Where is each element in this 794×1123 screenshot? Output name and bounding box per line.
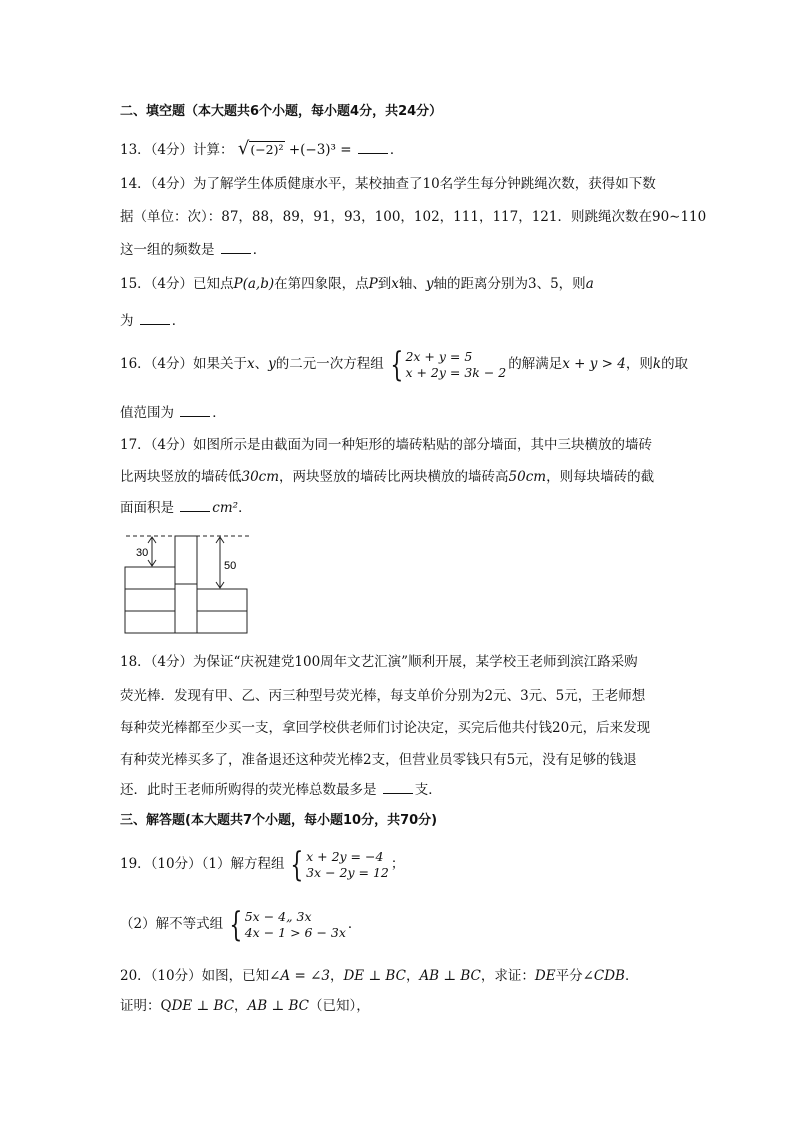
system-ineq-1: 5x − 4„ 3x: [244, 908, 312, 924]
answer-blank: [140, 312, 170, 325]
q17-text-d: 面面积是: [120, 500, 174, 516]
q20-line-2: [120, 996, 370, 1016]
q16-line-2: [120, 403, 226, 423]
vertical-tile: [175, 536, 197, 584]
q18-line-4: 有种荧光棒买多了，准备退还这种荧光棒2支，但营业员零钱只有5元，没有足够的钱退: [120, 752, 637, 768]
q15-y: y: [425, 276, 434, 292]
q20-text-f: ．: [624, 968, 639, 984]
sqrt-content: (−2)²: [250, 142, 284, 157]
q14-line-3-text: 这一组的频数是: [120, 242, 215, 258]
question-13: [120, 140, 403, 160]
equation-system: [386, 344, 507, 385]
q13-prefix: 13．（4分）计算：: [120, 142, 234, 158]
q17-end: ．: [238, 500, 252, 516]
q13-rest: +(−3)³ =: [288, 142, 352, 158]
q20-de: DE: [534, 968, 556, 984]
q20-proof-sep: ，: [234, 998, 248, 1014]
q16-tail: 的取: [661, 356, 689, 372]
q17-line-3: [120, 498, 252, 518]
equation-system: [286, 844, 389, 885]
q14-line-3: [120, 240, 266, 260]
q20-because-symbol: Q: [160, 998, 172, 1014]
q16-end: ．: [212, 405, 226, 421]
q15-text-e: 轴的距离分别为3、5，则: [433, 276, 586, 292]
q18-line-2: 荧光棒．发现有甲、乙、丙三种型号荧光棒，每支单价分别为2元、3元、5元，王老师想: [120, 688, 646, 704]
q16-cond-post: ，则: [625, 356, 653, 372]
q16-condition: x + y > 4: [562, 356, 626, 372]
q20-line-1: [120, 966, 638, 986]
sqrt-expression: [238, 140, 285, 158]
q20-cdb: ∠CDB: [582, 968, 625, 984]
horizontal-tile: [197, 589, 247, 611]
horizontal-tile: [125, 567, 175, 589]
q17-30cm: 30cm: [241, 469, 280, 485]
q15-point: P(a,b): [233, 276, 275, 292]
q16-x: x: [247, 356, 255, 372]
q16-k: k: [652, 356, 662, 372]
q20-text-a: 20．（10分）如图，已知: [120, 968, 270, 984]
system-eq-1: 2x + y = 5: [405, 348, 473, 364]
q16-sep: 、: [254, 356, 269, 372]
q15-x: x: [391, 276, 399, 292]
q20-text-d: ，求证：: [480, 968, 535, 984]
answer-blank: [383, 781, 413, 794]
q17-line-1: 17．（4分）如图所示是由截面为同一种矩形的墙砖粘贴的部分墙面，其中三块横放的墙砖: [120, 437, 653, 453]
brace-icon: {: [290, 844, 304, 885]
q20-perp-1: DE ⊥ BC: [343, 968, 406, 984]
q20-perp-2: AB ⊥ BC: [419, 968, 481, 984]
q15-text-b: 在第四象限，点: [274, 276, 369, 292]
q16-cond-pre: 的解满足: [508, 356, 563, 372]
q20-proof-known: （已知），: [309, 998, 370, 1014]
q17-line-2: [120, 467, 654, 487]
q19-end-2: ．: [347, 916, 362, 932]
q18-line-5: [120, 780, 442, 800]
q15-line-1: [120, 274, 594, 294]
q17-text-c: ，则每块墙砖的截: [546, 469, 655, 485]
q17-unit: cm²: [212, 500, 239, 516]
answer-blank: [180, 499, 210, 512]
q16-line-2-text: 值范围为: [120, 405, 174, 421]
q15-text-d: 轴、: [398, 276, 426, 292]
q14-end: ．: [252, 242, 267, 258]
q17-50cm: 50cm: [508, 469, 547, 485]
q20-text-b: ，: [329, 968, 344, 984]
q15-text-a: 15．（4分）已知点: [120, 276, 234, 292]
q20-proof-perp-2: AB ⊥ BC: [247, 998, 309, 1014]
q15-line-2: [120, 311, 185, 331]
q15-a: a: [585, 276, 594, 292]
q16-prefix: 16．（4分）如果关于: [120, 356, 248, 372]
label-50: 50: [224, 560, 237, 572]
brace-icon: {: [390, 344, 404, 385]
q19-part-1: [120, 844, 405, 885]
system-eq-2: x + 2y = 3k − 2: [405, 364, 507, 380]
q16-line-1: [120, 344, 689, 385]
q18-line-1: 18．（4分）为保证“庆祝建党100周年文艺汇演”顺利开展，某学校王老师到滨江路采购: [120, 654, 638, 670]
q20-angles: ∠A = ∠3: [269, 968, 330, 984]
q14-line-2: 据（单位：次）：87，88，89，91，93，100，102，111，117，121．则跳绳次数在90∼110: [120, 209, 707, 225]
q19-part-2-prefix: （2）解不等式组: [120, 916, 224, 932]
q18-text-b: 支．: [414, 782, 442, 798]
system-eq-1: x + 2y = −4: [306, 848, 384, 864]
q16-mid: 的二元一次方程组: [275, 356, 384, 372]
section-3-heading: 三、解答题(本大题共7个小题，每小题10分，共70分): [120, 813, 438, 828]
q18-text-a: 还．此时王老师所购得的荧光棒总数最多是: [120, 782, 377, 798]
q15-p: P: [368, 276, 378, 292]
horizontal-tile: [125, 589, 175, 611]
q19-end-1: ；: [390, 856, 405, 872]
horizontal-tile: [125, 611, 175, 633]
q20-proof-perp-1: DE ⊥ BC: [171, 998, 235, 1014]
q20-text-c: ，: [405, 968, 420, 984]
label-30: 30: [136, 547, 149, 559]
q20-text-e: 平分: [555, 968, 583, 984]
q20-proof-label: 证明：: [120, 998, 161, 1014]
system-ineq-2: 4x − 1 > 6 − 3x: [244, 924, 346, 940]
inequality-system: [225, 904, 346, 945]
q15-line-2-text: 为: [120, 313, 134, 329]
system-eq-2: 3x − 2y = 12: [306, 864, 389, 880]
brace-icon: {: [229, 904, 243, 945]
answer-blank: [221, 241, 251, 254]
q15-text-c: 到: [377, 276, 392, 292]
q15-end: ．: [171, 313, 186, 329]
sqrt-icon: √: [237, 138, 250, 159]
q19-prefix: 19．（10分）（1）解方程组: [120, 856, 285, 872]
answer-blank: [358, 141, 388, 154]
horizontal-tile: [197, 611, 247, 633]
tile-wall-figure: [124, 532, 254, 638]
q14-line-1: 14．（4分）为了解学生体质健康水平，某校抽查了10名学生每分钟跳绳次数，获得如下数: [120, 176, 656, 192]
q17-text-b: ，两块竖放的墙砖比两块横放的墙砖高: [279, 469, 509, 485]
q19-part-2: [120, 904, 362, 945]
q17-text-a: 比两块竖放的墙砖低: [120, 469, 242, 485]
answer-blank: [180, 404, 210, 417]
section-2-heading: 二、填空题（本大题共6个小题，每小题4分，共24分）: [120, 104, 443, 119]
q18-line-3: 每种荧光棒都至少买一支，拿回学校供老师们讨论决定，买完后他共付钱20元，后来发现: [120, 720, 651, 736]
q13-end: ．: [389, 142, 404, 158]
q16-y: y: [268, 356, 276, 372]
vertical-tile: [175, 584, 197, 633]
